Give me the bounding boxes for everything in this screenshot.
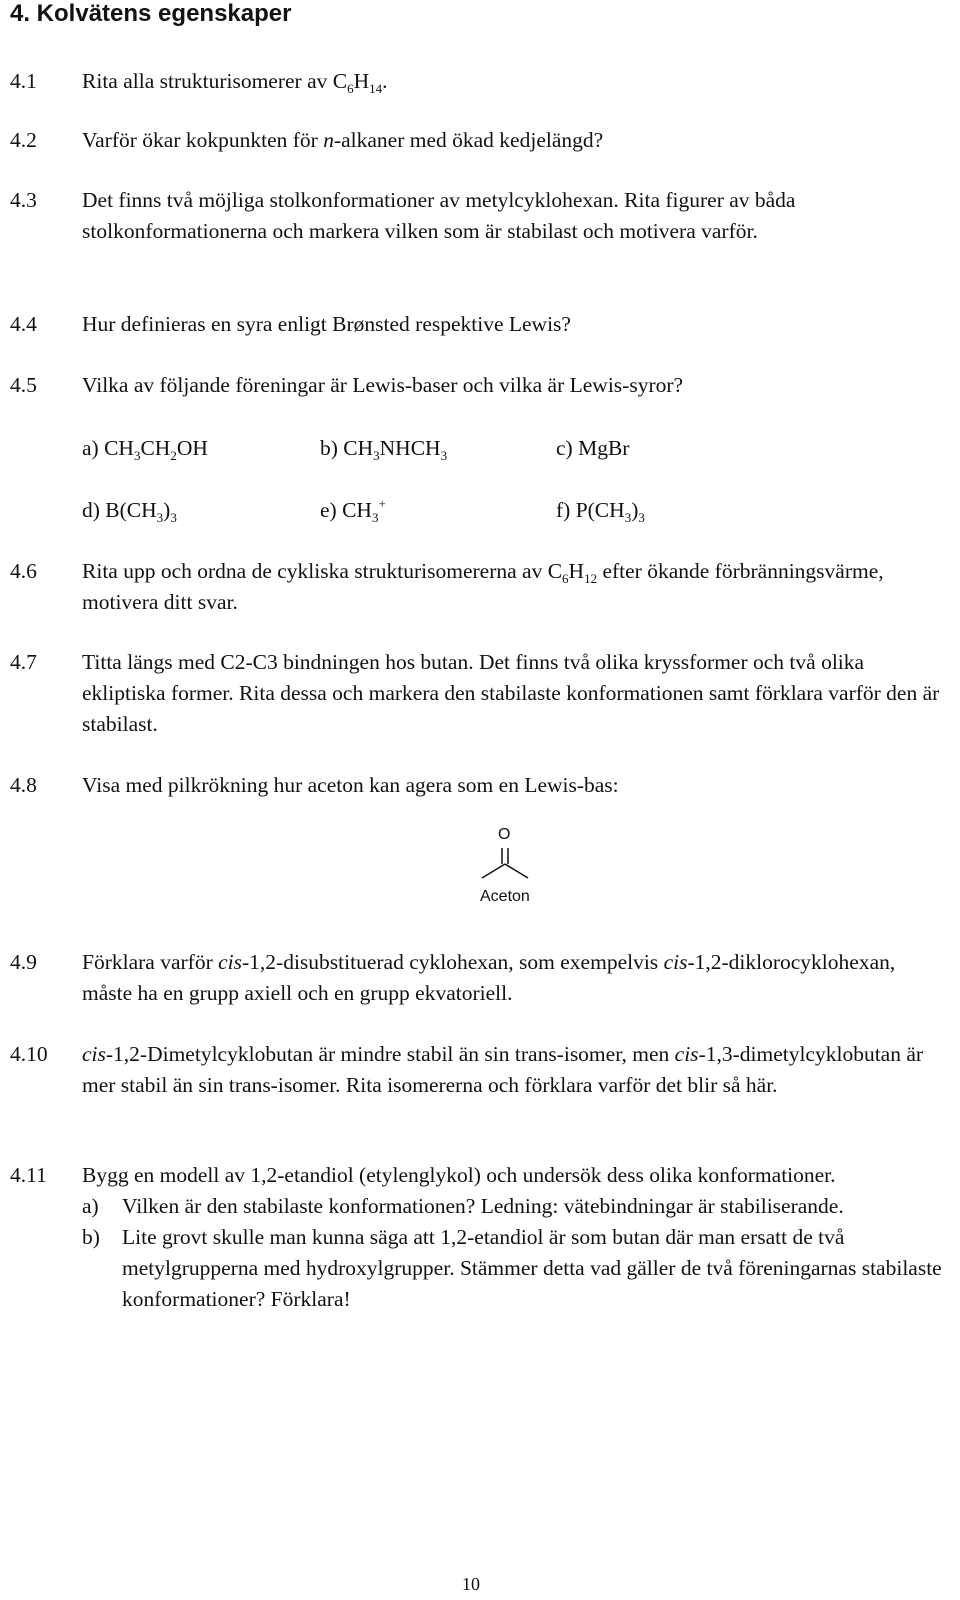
compound-b: b) $CH_3NHCH_3$ [320, 436, 448, 463]
question-4-10 [10, 1039, 945, 1101]
question-text: Förklara varför cis-1,2-disubstituerad cyklohexan, som exempelvis cis-1,2-diklorocyklohexan, måste ha en grupp axiell och en grupp ekvatoriell. [82, 950, 896, 1005]
question-text: Rita upp och ordna de cykliska strukturisomererna av $C_6H_{12}$ efter ökande förbränningsvärme, motivera ditt svar. [82, 559, 884, 614]
question-4-1 [10, 66, 945, 97]
compound-f: f) $P(CH_3)_3$ [556, 498, 645, 525]
section-heading: 4. Kolvätens egenskaper [10, 0, 292, 27]
question-number: 4.9 [10, 950, 37, 974]
question-number: 4.5 [10, 373, 37, 397]
question-4-4 [10, 309, 945, 340]
question-number: 4.6 [10, 559, 37, 583]
question-text: cis-1,2-Dimetylcyklobutan är mindre stabil än sin trans-isomer, men cis-1,3-dimetylcyklobutan är mer stabil än sin trans-isomer. Rita isomererna och förklara varför det blir så här. [82, 1042, 924, 1097]
question-4-3 [10, 185, 945, 247]
question-4-6 [10, 556, 945, 618]
question-4-2 [10, 125, 945, 156]
question-text: Vilka av följande föreningar är Lewis-baser och vilka är Lewis-syror? [82, 373, 684, 397]
question-number: 4.1 [10, 69, 37, 93]
question-number: 4.10 [10, 1042, 48, 1066]
aceton-skeleton-icon [468, 820, 588, 890]
question-text: Titta längs med C2-C3 bindningen hos butan. Det finns två olika kryssformer och två olika ekliptiska former. Rita dessa och markera den stabilaste konformationen samt förklara varför den är stabilast. [82, 650, 940, 736]
question-text: Rita alla strukturisomerer av $C_6H_{14}$. [82, 69, 388, 96]
structure-label: Aceton [480, 888, 530, 905]
question-number: 4.11 [10, 1163, 47, 1187]
question-number: 4.8 [10, 773, 37, 797]
question-number: 4.3 [10, 188, 37, 212]
question-text: Bygg en modell av 1,2-etandiol (etylenglykol) och undersök dess olika konformationer. a) Vilken är den stabilaste konformationen? Ledning: vätebindningar är stabiliserande. b) Lite grovt skulle man kunna säga att 1,2-etandiol är som butan där man ersatt de två metylgrupperna med hydroxylgrupper. Stämmer detta vad gäller de två föreningarnas stabilaste konformationer? Förklara! [82, 1160, 945, 1315]
compound-d: d) $B(CH_3)_3$ [82, 498, 177, 525]
question-4-8 [10, 770, 945, 801]
oxygen-label: O [498, 826, 511, 843]
question-4-5 [10, 370, 945, 401]
question-4-7 [10, 647, 945, 740]
question-text: Det finns två möjliga stolkonformationer av metylcyklohexan. Rita figurer av båda stolkonformationerna och markera vilken som är stabilast och motivera varför. [82, 188, 796, 243]
question-text: Varför ökar kokpunkten för n-alkaner med ökad kedjelängd? [82, 128, 604, 152]
subquestion-b: b) Lite grovt skulle man kunna säga att 1,2-etandiol är som butan där man ersatt de två metylgrupperna med hydroxylgrupper. Stämmer detta vad gäller de två föreningarnas stabilaste konformationer? Förklara! [82, 1225, 942, 1311]
compound-a: a) $CH_3CH_2OH$ [82, 436, 208, 463]
aceton-structure [468, 820, 588, 920]
question-4-11 [10, 1160, 945, 1315]
question-number: 4.4 [10, 312, 37, 336]
question-text: Visa med pilkrökning hur aceton kan agera som en Lewis-bas: [82, 773, 619, 797]
compound-c: c) MgBr [556, 436, 630, 460]
question-text: Hur definieras en syra enligt Brønsted respektive Lewis? [82, 312, 571, 336]
subquestion-a: a) Vilken är den stabilaste konformationen? Ledning: vätebindningar är stabiliserande. [82, 1194, 844, 1218]
question-number: 4.2 [10, 128, 37, 152]
question-number: 4.7 [10, 650, 37, 674]
page-number: 10 [462, 1574, 480, 1594]
question-4-9 [10, 947, 945, 1009]
compound-e: e) $CH_3^+$ [320, 496, 386, 525]
